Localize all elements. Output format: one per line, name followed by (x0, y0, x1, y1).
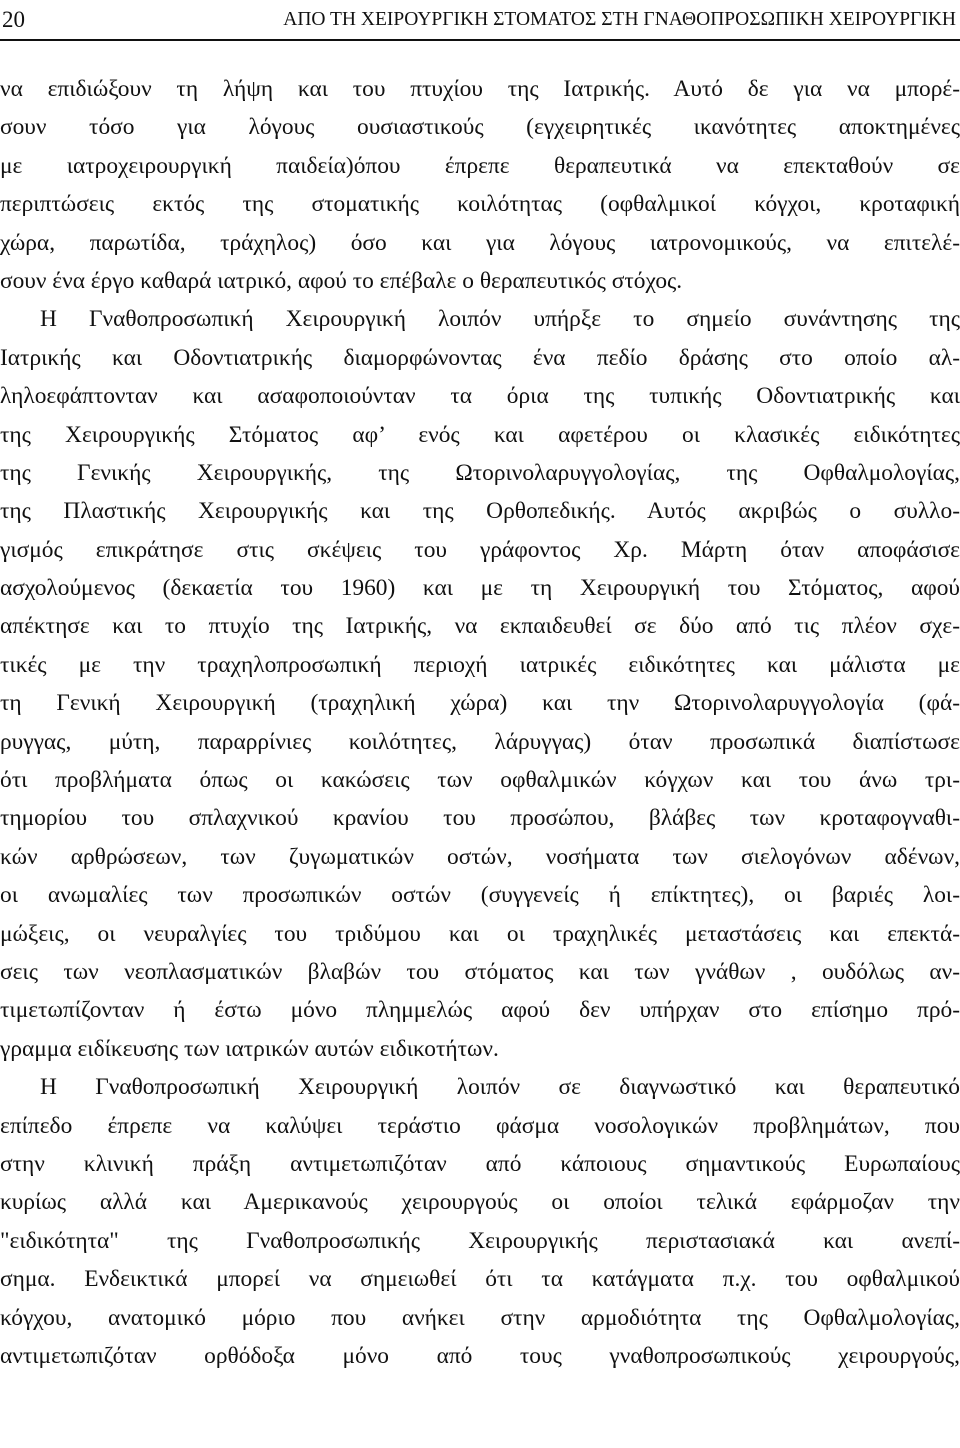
text-line: χώρα, παρωτίδα, τράχηλος) όσο και για λόγους ιατρονομικούς, να επιτελέ- (0, 229, 960, 256)
text-line: της Γενικής Χειρουργικής, της Ωτορινολαρυγγολογίας, της Οφθαλμολογίας, (0, 459, 960, 486)
text-line: αντιμετωπιζόταν ορθόδοξα μόνο από τους γναθοπροσωπικούς χειρουργούς, (0, 1342, 960, 1369)
text-line: ασχολούμενος (δεκαετία του 1960) και με τη Χειρουργική του Στόματος, αφού (0, 575, 960, 602)
running-title: ΑΠΟ ΤΗ ΧΕΙΡΟΥΡΓΙΚΗ ΣΤΟΜΑΤΟΣ ΣΤΗ ΓΝΑΘΟΠΡΟΣΩΠΙΚΗ ΧΕΙΡΟΥΡΓΙΚΗ (283, 9, 956, 30)
text-line: κυρίως αλλά και Αμερικανούς χειρουργούς οι οποίοι τελικά εφάρμοζαν την (0, 1189, 960, 1216)
text-line: απέκτησε και το πτυχίο της Ιατρικής, να εκπαιδευθεί σε δύο από τις πλέον σχε- (0, 613, 960, 640)
text-line: "ειδικότητα" της Γναθοπροσωπικής Χειρουργικής περιστασιακά και ανεπί- (0, 1227, 960, 1254)
text-line: οι ανωμαλίες των προσωπικών οστών (συγγενείς ή επίκτητες), οι βαριές λοι- (0, 882, 960, 909)
paragraph-first-line: Η Γναθοπροσωπική Χειρουργική λοιπόν σε διαγνωστικό και θεραπευτικό (40, 1074, 960, 1101)
text-line: σουν ένα έργο καθαρά ιατρικό, αφού το επέβαλε ο θεραπευτικός στόχος. (0, 267, 683, 294)
text-line: μώξεις, οι νευραλγίες του τριδύμου και οι τραχηλικές μεταστάσεις και επεκτά- (0, 920, 960, 947)
text-line: της Χειρουργικής Στόματος αφ’ ενός και αφετέρου οι κλασικές ειδικότητες (0, 421, 960, 448)
text-line: να επιδιώξουν τη λήψη και του πτυχίου της Ιατρικής. Αυτό δε για να μπορέ- (0, 76, 960, 102)
body-text (0, 70, 960, 1375)
text-line: τικές με την τραχηλοπροσωπική περιοχή ιατρικές ειδικότητες και μάλιστα με (0, 651, 960, 678)
text-line: στην κλινική πράξη αντιμετωπιζόταν από κάποιους σημαντικούς Ευρωπαίους (0, 1150, 960, 1177)
page-number: 20 (2, 7, 25, 32)
text-line: τημορίου του σπλαχνικού κρανίου του προσώπου, βλάβες των κροταφογναθι- (0, 805, 960, 832)
text-line: κόγχου, ανατομικό μόριο που ανήκει στην αρμοδιότητα της Οφθαλμολογίας, (0, 1304, 960, 1331)
header-rule (0, 39, 960, 41)
text-line: με ιατροχειρουργική παιδεία)όπου έπρεπε θεραπευτικά να επεκταθούν σε (0, 152, 960, 179)
text-line: Ιατρικής και Οδοντιατρικής διαμορφώνοντας ένα πεδίο δράσης στο οποίο αλ- (0, 344, 960, 371)
text-line: επίπεδο έπρεπε να καλύψει τεράστιο φάσμα νοσολογικών προβλημάτων, που (0, 1112, 960, 1139)
text-line: κών αρθρώσεων, των ζυγωματικών οστών, νοσήματα των σιελογόνων αδένων, (0, 843, 960, 870)
text-line: γραμμα ειδίκευσης των ιατρικών αυτών ειδικοτήτων. (0, 1035, 499, 1062)
text-line: περιπτώσεις εκτός της στοματικής κοιλότητας (οφθαλμικοί κόγχοι, κροταφική (0, 191, 960, 218)
text-line: της Πλαστικής Χειρουργικής και της Ορθοπεδικής. Αυτός ακριβώς ο συλλο- (0, 498, 960, 525)
text-line: τιμετωπίζονταν ή έστω μόνο πλημμελώς αφού δεν υπήρχαν στο επίσημο πρό- (0, 997, 960, 1024)
text-line: ότι προβλήματα όπως οι κακώσεις των οφθαλμικών κόγχων και του άνω τρι- (0, 767, 960, 794)
text-line: ρυγγας, μύτη, παραρρίνιες κοιλότητες, λάρυγγας) όταν προσωπικά διαπίστωσε (0, 728, 960, 755)
text-line: γισμός επικράτησε στις σκέψεις του γράφοντος Χρ. Μάρτη όταν αποφάσισε (0, 536, 960, 563)
running-header (0, 3, 960, 39)
text-line: ληλοεφάπτονταν και ασαφοποιούνταν τα όρια της τυπικής Οδοντιατρικής και (0, 383, 960, 410)
text-line: σημα. Ενδεικτικά μπορεί να σημειωθεί ότι τα κατάγματα π.χ. του οφθαλμικού (0, 1266, 960, 1293)
text-line: σεις των νεοπλασματικών βλαβών του στόματος και των γνάθων , ουδόλως αν- (0, 958, 960, 985)
text-line: τη Γενική Χειρουργική (τραχηλική χώρα) και την Ωτορινολαρυγγολογία (φά- (0, 690, 960, 717)
paragraph-first-line: Η Γναθοπροσωπική Χειρουργική λοιπόν υπήρξε το σημείο συνάντησης της (40, 306, 960, 333)
text-line: σουν τόσο για λόγους ουσιαστικούς (εγχειρητικές ικανότητες αποκτημένες (0, 114, 960, 141)
